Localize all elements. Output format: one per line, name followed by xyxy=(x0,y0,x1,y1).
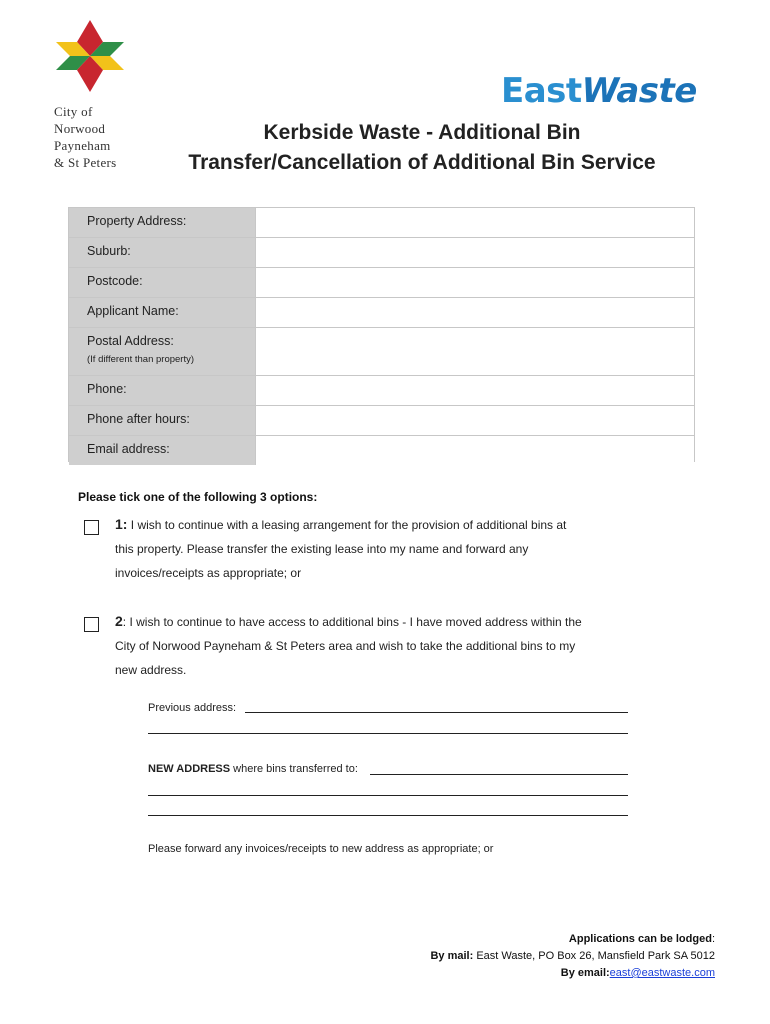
phone-after-hours-field[interactable] xyxy=(255,406,694,435)
email-label: By email: xyxy=(560,967,610,979)
form-row-suburb xyxy=(69,238,694,268)
phone-field[interactable] xyxy=(255,376,694,405)
eastwaste-logo-east: East xyxy=(501,71,582,111)
form-row-email xyxy=(69,436,694,465)
option-2-text xyxy=(115,609,625,682)
form-label: Phone after hours: xyxy=(69,406,255,435)
eastwaste-logo-waste: Waste xyxy=(581,71,697,111)
lodged-heading: Applications can be lodged xyxy=(568,933,712,945)
mail-label: By mail: xyxy=(430,950,474,962)
mail-value: East Waste, PO Box 26, Mansfield Park SA 5012 xyxy=(473,950,715,962)
form-label: Applicant Name: xyxy=(69,298,255,327)
council-name-line: City of xyxy=(54,104,93,119)
form-label: Email address: xyxy=(69,436,255,465)
page-subtitle: Transfer/Cancellation of Additional Bin Service xyxy=(188,151,656,174)
option-1-checkbox[interactable] xyxy=(84,520,99,535)
form-label: Suburb: xyxy=(69,238,255,267)
form-label: Postal Address: xyxy=(87,334,174,348)
previous-address-line-1[interactable] xyxy=(245,712,628,713)
option-2-checkbox[interactable] xyxy=(84,617,99,632)
applicant-name-field[interactable] xyxy=(255,298,694,327)
postal-address-field[interactable] xyxy=(255,328,694,375)
option-1-text xyxy=(115,512,625,585)
council-name-line: Norwood xyxy=(54,121,106,136)
council-name-line: & St Peters xyxy=(54,155,117,170)
new-address-label-rest: where bins transferred to: xyxy=(230,763,358,775)
option-text-line: City of Norwood Payneham & St Peters area and wish to take the additional bins to my xyxy=(115,639,576,653)
form-row-postcode xyxy=(69,268,694,298)
council-name-line: Payneham xyxy=(54,138,111,153)
option-text-line: new address. xyxy=(115,663,187,677)
council-logo xyxy=(52,20,124,92)
form-row-property-address xyxy=(69,208,694,238)
council-star-icon xyxy=(56,20,124,92)
form-label: Phone: xyxy=(69,376,255,405)
form-row-postal-address xyxy=(69,328,694,376)
email-address-field[interactable] xyxy=(255,436,694,465)
option-text-line: this property. Please transfer the existing lease into my name and forward any xyxy=(115,542,529,556)
previous-address-label: Previous address: xyxy=(148,702,237,714)
eastwaste-logo xyxy=(501,71,697,111)
options-instruction: Please tick one of the following 3 options: xyxy=(78,490,318,504)
new-address-line-3[interactable] xyxy=(148,815,628,816)
suburb-field[interactable] xyxy=(255,238,694,267)
option-text-line: invoices/receipts as appropriate; or xyxy=(115,566,302,580)
option-number: 1: xyxy=(115,516,128,532)
form-row-phone xyxy=(69,376,694,406)
email-link[interactable]: east@eastwaste.com xyxy=(609,967,715,979)
lodgement-info xyxy=(430,931,715,982)
page-title: Kerbside Waste - Additional Bin xyxy=(263,121,581,144)
new-address-line-2[interactable] xyxy=(148,795,628,796)
lodged-colon: : xyxy=(711,933,715,945)
council-name xyxy=(54,103,134,171)
option-text-line: : I wish to continue to have access to additional bins - I have moved address within the xyxy=(122,615,582,629)
new-address-label-bold: NEW ADDRESS xyxy=(148,763,231,775)
forward-note: Please forward any invoices/receipts to new address as appropriate; or xyxy=(148,843,494,855)
applicant-form-table xyxy=(68,207,695,462)
form-label-postal-address xyxy=(69,328,255,375)
option-text-line: I wish to continue with a leasing arrangement for the provision of additional bins at xyxy=(127,518,567,532)
form-label-note: (If different than property) xyxy=(87,354,195,365)
form-row-applicant-name xyxy=(69,298,694,328)
new-address-label xyxy=(148,763,358,775)
property-address-field[interactable] xyxy=(255,208,694,237)
form-label: Property Address: xyxy=(69,208,255,237)
previous-address-line-2[interactable] xyxy=(148,733,628,734)
form-label: Postcode: xyxy=(69,268,255,297)
form-row-phone-after-hours xyxy=(69,406,694,436)
postcode-field[interactable] xyxy=(255,268,694,297)
option-number: 2 xyxy=(115,613,123,629)
new-address-line-1[interactable] xyxy=(370,774,628,775)
